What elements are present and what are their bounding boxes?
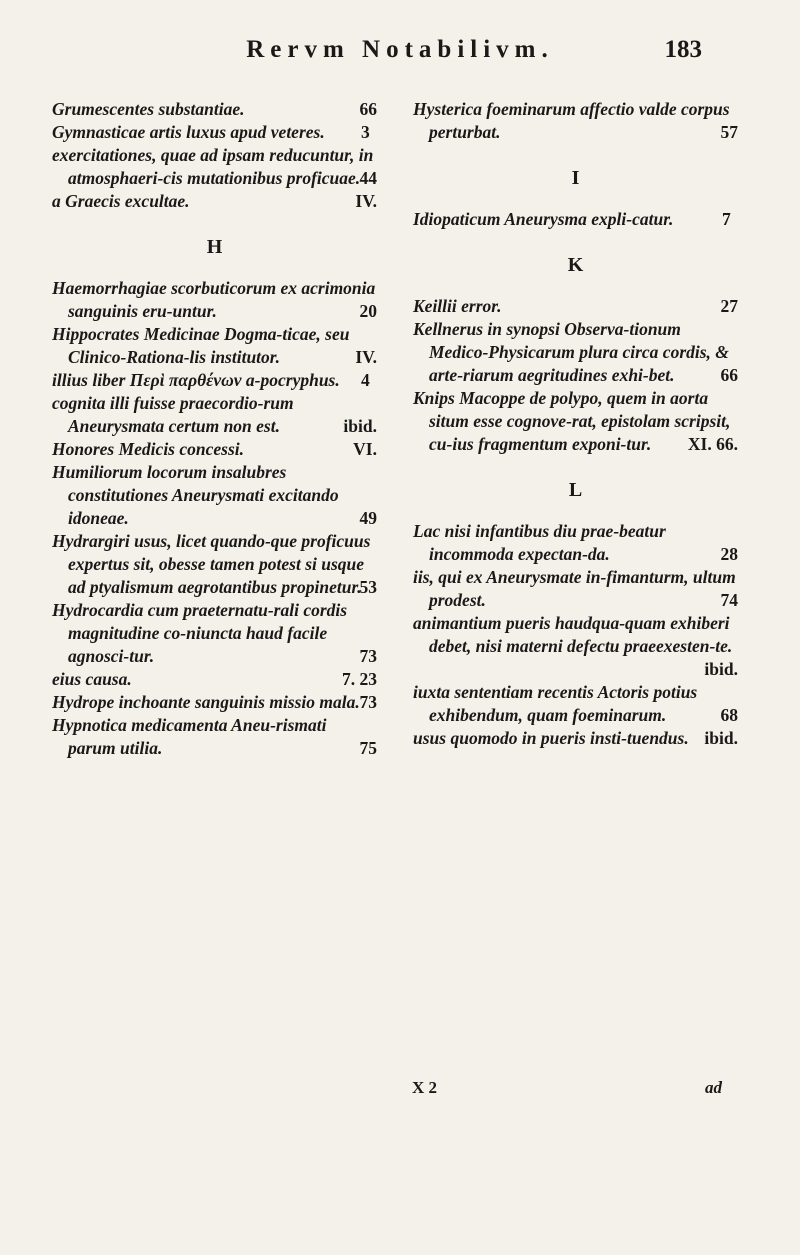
entry-page-ref: 75 (359, 738, 377, 758)
entry-page-ref: 49 (359, 508, 377, 528)
entry-text: cognita illi fuisse praecordio-rum Aneurysmata certum non est. (52, 393, 294, 436)
index-entry (413, 98, 738, 144)
index-entry (413, 681, 738, 727)
page-number: 183 (664, 36, 702, 63)
index-entry (413, 566, 738, 612)
index-entry (52, 323, 377, 369)
index-entry: Idiopaticum Aneurysma expli-catur. 7 (413, 209, 731, 229)
index-entry (52, 190, 377, 213)
entry-text: Kellnerus in synopsi Observa-tionum Medico-Physicarum plura circa cordis, & arte-riarum aegritudines exhi-bet. (413, 319, 729, 385)
index-entry (413, 295, 738, 318)
section-letter: K (567, 254, 584, 276)
entry-page-ref: IV. (355, 191, 377, 211)
entry-text: Hysterica foeminarum affectio valde corpus perturbat. (413, 99, 730, 142)
signature-mark: X 2 (412, 1078, 438, 1097)
right-column (413, 98, 738, 750)
left-column (52, 98, 377, 760)
entry-text: a Graecis excultae. (52, 191, 190, 211)
entry-page-ref: 7. 23 (342, 669, 377, 689)
entry-text: animantium pueris haudqua-quam exhiberi debet, nisi materni defectu praeexesten-te. (413, 613, 733, 656)
entry-text: illius liber Περὶ παρθένων a-pocryphus. (52, 370, 340, 390)
entry-page-ref: 53 (359, 577, 377, 597)
entry-page-ref: ibid. (704, 659, 738, 679)
index-entry (52, 530, 377, 599)
index-entry (52, 277, 377, 323)
entry-text: Honores Medicis concessi. (52, 439, 245, 459)
index-entry (413, 727, 738, 750)
entry-page-ref: 28 (720, 544, 738, 564)
entry-text: Knips Macoppe de polypo, quem in aorta situm esse cognove-rat, epistolam scripsit, cu-ius fragmentum exponi-tur. (413, 388, 731, 454)
entry-text: eius causa. (52, 669, 132, 689)
entry-text: Hydrargiri usus, licet quando-que proficuus expertus sit, obesse tamen potest si usque ad ptyalismum aegrotantibus propinetur. (52, 531, 371, 597)
index-entry (413, 318, 738, 387)
entry-page-ref: 73 (359, 646, 377, 666)
index-entry (52, 599, 377, 668)
entry-text: Keillii error. (413, 296, 502, 316)
entry-text: Hypnotica medicamenta Aneu-rismati parum utilia. (52, 715, 327, 758)
entry-page-ref: 74 (720, 590, 738, 610)
entry-page-ref: 66 (359, 99, 377, 119)
index-entry (52, 461, 377, 530)
entry-page-ref: IV. (355, 347, 377, 367)
index-entry (52, 144, 377, 190)
entry-page-ref: 73 (359, 692, 377, 712)
index-entry (52, 691, 377, 714)
entry-text: Idiopaticum Aneurysma expli-catur. (413, 209, 674, 229)
entry-text: Lac nisi infantibus diu prae-beatur incommoda expectan-da. (413, 521, 666, 564)
index-entry (413, 387, 738, 456)
index-entry (52, 668, 377, 691)
entry-page-ref: 68 (720, 705, 738, 725)
index-entry (413, 520, 738, 566)
index-entry (413, 612, 738, 681)
entry-text: Hydrocardia cum praeternatu-rali cordis magnitudine co-niuncta haud facile agnosci-tur. (52, 600, 348, 666)
entry-page-ref: 27 (720, 296, 738, 316)
running-head: Rervm Notabilivm. (246, 36, 554, 63)
entry-text: usus quomodo in pueris insti-tuendus. (413, 728, 689, 748)
entry-page-ref: VI. (353, 439, 377, 459)
entry-page-ref: ibid. (343, 416, 377, 436)
entry-text: Grumescentes substantiae. (52, 99, 245, 119)
entry-page-ref: 66 (720, 365, 738, 385)
index-entry (52, 98, 377, 121)
catchword: ad (705, 1078, 722, 1097)
index-entry: Gymnasticae artis luxus apud veteres. 3 (52, 122, 370, 142)
index-entry (52, 714, 377, 760)
entry-page-ref: ibid. (704, 728, 738, 748)
entry-text: Hydrope inchoante sanguinis missio mala. (52, 692, 360, 712)
index-entry (52, 438, 377, 461)
page-footer (0, 1078, 800, 1098)
entry-text: Haemorrhagiae scorbuticorum ex acrimonia sanguinis eru-untur. (52, 278, 376, 321)
entry-text: exercitationes, quae ad ipsam reducuntur, in atmosphaeri-cis mutationibus proficuae. (52, 145, 374, 188)
entry-text: Humiliorum locorum insalubres constitutiones Aneurysmati excitando idoneae. (52, 462, 339, 528)
entry-page-ref: 44 (359, 168, 377, 188)
entry-page-ref: 57 (720, 122, 738, 142)
section-letter: H (206, 236, 223, 258)
entry-text: iis, qui ex Aneurysmate in-fimanturm, ultum prodest. (413, 567, 736, 610)
entry-page-ref: XI. 66. (687, 434, 738, 454)
index-entry (52, 392, 377, 438)
entry-text: iuxta sententiam recentis Actoris potius exhibendum, quam foeminarum. (413, 682, 698, 725)
entry-text: Gymnasticae artis luxus apud veteres. (52, 122, 325, 142)
section-letter: I (571, 167, 580, 189)
entry-text: Hippocrates Medicinae Dogma-ticae, seu Clinico-Rationa-lis institutor. (52, 324, 350, 367)
entry-page-ref: 20 (359, 301, 377, 321)
index-entry: illius liber Περὶ παρθένων a-pocryphus. 4 (52, 370, 370, 390)
section-letter: L (568, 479, 583, 501)
